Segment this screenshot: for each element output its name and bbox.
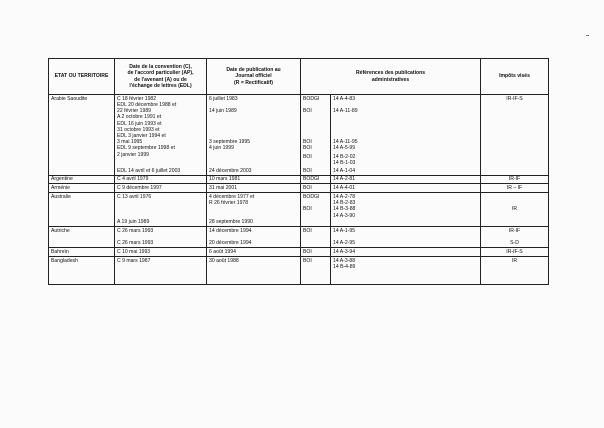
country-name: Australie — [49, 193, 115, 227]
publication-cell: 31 mai 2001 — [207, 184, 301, 193]
bulletin-cell: BODGI BOI — [301, 193, 331, 227]
header-publication-date: Date de publication au Journal officiel (R = Rectificatif) — [207, 59, 301, 95]
country-name: Bangladesh — [49, 256, 115, 285]
reference-cell: 14 A-3-88 14 B-4-89 — [331, 256, 481, 285]
country-name: Bahreïn — [49, 248, 115, 257]
convention-cell: EDL 14 avril et 6 juillet 2003 — [115, 167, 207, 175]
bulletin-cell: BOI — [301, 167, 331, 175]
taxes-cell: IR – IF — [481, 184, 549, 193]
publication-cell: 24 décembre 2003 — [207, 167, 301, 175]
convention-cell: C 18 février 1982 EDL 20 décembre 1988 et 22 février 1989 A 2 octobre 1991 et EDL 16 juin 1993 et 31 octobre 1993 et EDL 3 janvier 1994 et 3 mai 1995 EDL 9 septembre 1998 et 2 janvier 1999 — [115, 95, 207, 167]
reference-cell: 14 A-4-01 — [331, 184, 481, 193]
table-header-row — [49, 59, 549, 95]
header-territory: ETAT OU TERRITOIRE — [49, 59, 115, 95]
taxes-cell: IR-IF — [481, 175, 549, 184]
taxes-cell: IR — [481, 256, 549, 285]
convention-cell: C 10 mai 1993 — [115, 248, 207, 257]
header-convention-date: Date de la convention (C), de l'accord particulier (AP), de l'avenant (A) ou de l'échange de lettres (EDL) — [115, 59, 207, 95]
reference-cell: 14 A-1-95 14 A-2-95 — [331, 226, 481, 247]
bulletin-cell: BOI — [301, 184, 331, 193]
bulletin-cell: BODGI BOI BOI BOI BOI — [301, 95, 331, 167]
reference-cell: 14 A-1-04 — [331, 167, 481, 175]
table-row — [49, 248, 549, 257]
reference-cell: 14 A-2-78 14 B-2-83 14 B-3-88 14 A-3-90 — [331, 193, 481, 227]
reference-cell: 14 A-3-94 — [331, 248, 481, 257]
table-row — [49, 226, 549, 247]
table-row — [49, 256, 549, 285]
header-references: Références des publications administratives — [301, 59, 481, 95]
taxes-cell: IR-IF S-D — [481, 226, 549, 247]
convention-cell: C 26 mars 1993 C 26 mars 1993 — [115, 226, 207, 247]
bulletin-cell: BOI — [301, 226, 331, 247]
table-row — [49, 95, 549, 167]
tax-treaty-table — [48, 58, 549, 285]
table-row — [49, 175, 549, 184]
reference-cell: 14 A-4-83 14 A-11-89 14 A-11-95 14 A-5-99 14 B-2-02 14 B-1-03 — [331, 95, 481, 167]
bulletin-cell: BOI — [301, 248, 331, 257]
convention-cell: C 9 mars 1987 — [115, 256, 207, 285]
scan-mark — [586, 35, 589, 36]
publication-cell: 6 août 1994 — [207, 248, 301, 257]
country-name: Arabie Saoudite — [49, 95, 115, 176]
table-row — [49, 193, 549, 227]
publication-cell: 10 mars 1981 — [207, 175, 301, 184]
taxes-cell: IR-IF-S — [481, 248, 549, 257]
bulletin-cell: BOI — [301, 256, 331, 285]
header-taxes: Impôts visés — [481, 59, 549, 95]
convention-cell: C 13 avril 1976 A 19 juin 1989 — [115, 193, 207, 227]
taxes-cell: IR-IF-S — [481, 95, 549, 176]
country-name: Argentine — [49, 175, 115, 184]
reference-cell: 14 A-2-81 — [331, 175, 481, 184]
publication-cell: 6 juillet 1983 14 juin 1989 3 septembre 1995 4 juin 1999 — [207, 95, 301, 167]
table-row — [49, 167, 549, 175]
convention-cell: C 9 décembre 1997 — [115, 184, 207, 193]
bulletin-cell: BODGI — [301, 175, 331, 184]
publication-cell: 14 décembre 1994 20 décembre 1994 — [207, 226, 301, 247]
country-name: Autriche — [49, 226, 115, 247]
publication-cell: 30 août 1988 — [207, 256, 301, 285]
country-name: Arménie — [49, 184, 115, 193]
convention-cell: C 4 avril 1979 — [115, 175, 207, 184]
table-row — [49, 184, 549, 193]
publication-cell: 4 décembre 1977 et R 26 février 1978 28 septembre 1990 — [207, 193, 301, 227]
taxes-cell: IR — [481, 193, 549, 227]
